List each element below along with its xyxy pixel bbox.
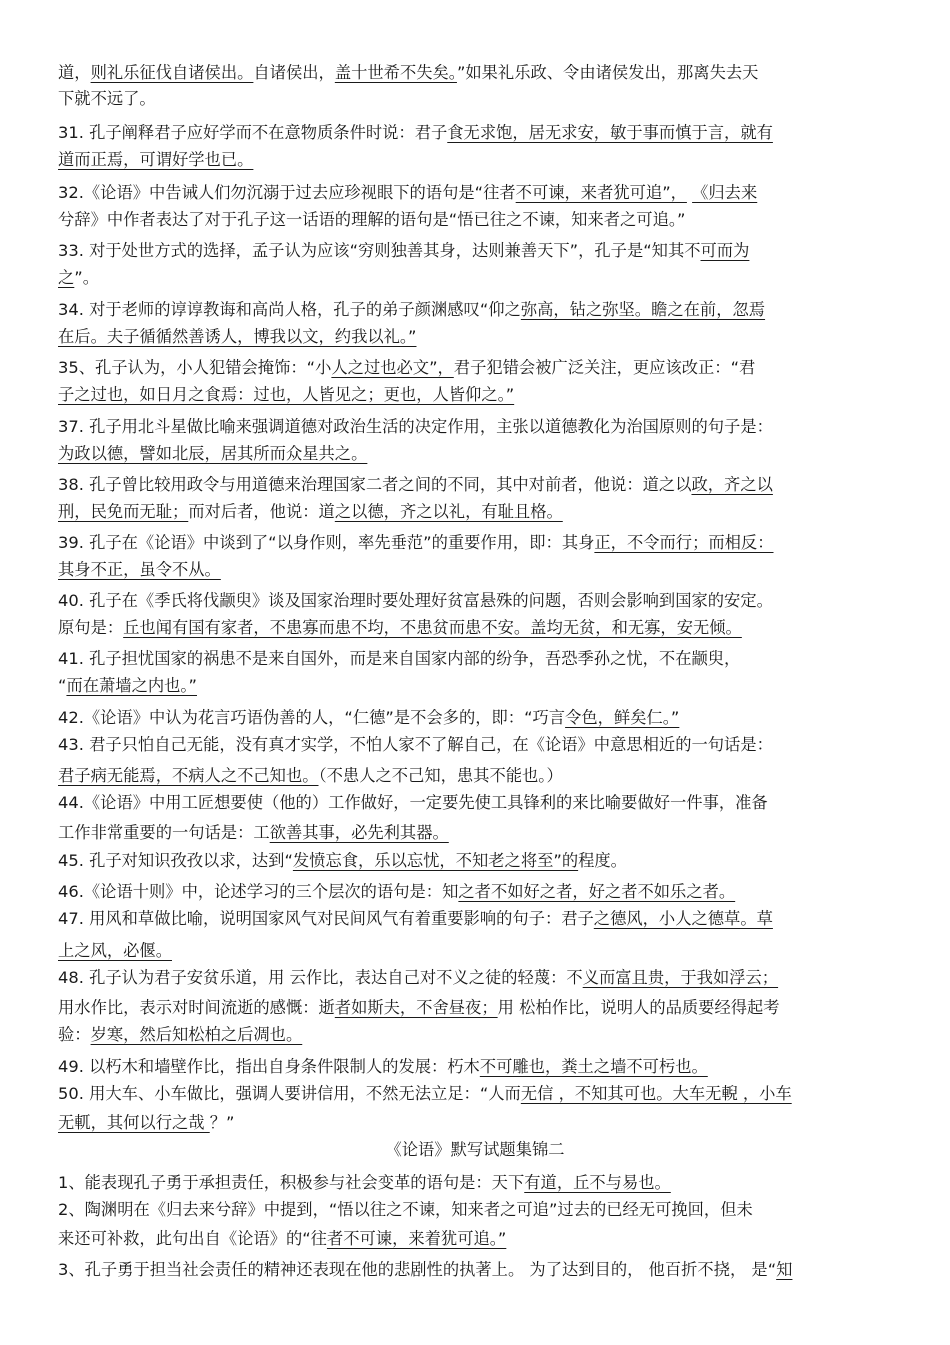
- prompt-text: 44.《论语》中用工匠想要使（他的）工作做好，一定要先使工具锋利的来比喻要做好一件事，准备: [58, 793, 768, 812]
- prompt-text: 34. 对于老师的谆谆教诲和高尚人格，孔子的弟子颜渊感叹“仰之: [58, 300, 521, 319]
- prompt-text: 43. 君子只怕自己无能，没有真才实学，不怕人家不了解自己，在《论语》中意思相近的一句话是：: [58, 735, 773, 754]
- text-line: [58, 355, 898, 381]
- text-line: [58, 732, 898, 758]
- text-line: [58, 1022, 898, 1048]
- text-line: [58, 414, 898, 440]
- answer-text: 不可雕也，粪土之墙不可杇也。: [479, 1057, 708, 1076]
- prompt-text: 道，: [58, 63, 91, 82]
- answer-text: 知: [776, 1260, 793, 1279]
- text-line: [58, 120, 898, 146]
- text-line: [58, 60, 898, 86]
- answer-text: 则礼乐征伐自诸侯出。: [90, 63, 254, 82]
- prompt-text: 49. 以朽木和墙壁作比，指出自身条件限制人的发展：朽木: [58, 1057, 480, 1076]
- prompt-text: 35、孔子认为，小人犯错会掩饰：“小: [58, 358, 332, 377]
- answer-text: 无信 ，不知其可也。大车无輗 ，小车: [520, 1084, 792, 1103]
- text-line: [58, 1054, 898, 1080]
- prompt-text: 47. 用风和草做比喻，说明国家风气对民间风气有着重要影响的句子：君子: [58, 909, 594, 928]
- prompt-text: 原句是：: [58, 618, 124, 637]
- prompt-text: 42.《论语》中认为花言巧语伪善的人，“仁德”是不会多的，即：“巧言: [58, 708, 566, 727]
- prompt-text: 用 松柏作比，说明人的品质要经得起考: [497, 998, 780, 1017]
- prompt-text: 《论语》默写试题集锦二: [385, 1140, 565, 1159]
- prompt-text: 32.《论语》中告诫人们勿沉溺于过去应珍视眼下的语句是“往者: [58, 183, 516, 202]
- answer-text: 为政以德，譬如北辰，居其所而众星共之。: [58, 444, 368, 463]
- answer-text: 之者不如好之者，好之者不如乐之者。: [458, 882, 736, 901]
- prompt-text: 48. 孔子认为君子安贫乐道，用 云作比，表达自己对不义之徒的轻蔑：不: [58, 968, 583, 987]
- answer-text: 者不可谏，来着犹可追。”: [326, 1229, 507, 1248]
- answer-text: 欲善其事，必先利其器。: [269, 823, 449, 842]
- text-line: [58, 297, 898, 323]
- prompt-text: 1、能表现孔子勇于承担责任，积极参与社会变革的语句是：天下: [58, 1173, 525, 1192]
- prompt-text: 31. 孔子阐释君子应好学而不在意物质条件时说：君子: [58, 123, 448, 142]
- text-line: [58, 763, 898, 789]
- prompt-text: 程度。: [578, 851, 627, 870]
- prompt-text: 验：: [58, 1025, 91, 1044]
- text-line: [58, 1081, 898, 1107]
- prompt-text: ”。: [74, 268, 100, 287]
- answer-text: 政，齐之以: [691, 475, 773, 494]
- prompt-text: 40. 孔子在《季氏将伐颛臾》谈及国家治理时要处理好贫富悬殊的问题，否则会影响到国家的安定。: [58, 591, 773, 610]
- text-line: [58, 938, 898, 964]
- prompt-text: 41. 孔子担忧国家的祸患不是来自国外，而是来自国家内部的纷争，吾恐季孙之忧，不在颛臾，: [58, 649, 741, 668]
- prompt-text: 而对后者，他说：道: [188, 502, 335, 521]
- text-line: [58, 673, 898, 699]
- answer-text: 而在萧墙之内也。”: [66, 676, 197, 695]
- section-heading: [0, 1137, 950, 1163]
- answer-text: 上之风，必偃。: [58, 941, 172, 960]
- prompt-text: 2、陶渊明在《归去来兮辞》中提到，“悟以往之不谏，知来者之可追”过去的已经无可挽回，但未: [58, 1200, 753, 1219]
- answer-text: 子之过也，如日月之食焉：过也，人皆见之；更也，人皆仰之。”: [58, 385, 515, 404]
- text-line: [58, 382, 898, 408]
- prompt-text: 50. 用大车、小车做比，强调人要讲信用，不然无法立足：“人而: [58, 1084, 521, 1103]
- prompt-text: 38. 孔子曾比较用政令与用道德来治理国家二者之间的不同，其中对前者，他说：道之以: [58, 475, 692, 494]
- prompt-text: 兮辞》中作者表达了对于孔子这一话语的理解的语句是“悟已往之不谏，知来者之可追。”: [58, 210, 686, 229]
- text-line: [58, 557, 898, 583]
- prompt-text: ”如果礼乐政、令由诸侯发出，那离失去天: [456, 63, 759, 82]
- prompt-text: 39. 孔子在《论语》中谈到了“以身作则，率先垂范”的重要作用，即：其身: [58, 533, 595, 552]
- text-line: [58, 646, 898, 672]
- answer-text: 者如斯夫，不舍昼夜；: [334, 998, 498, 1017]
- answer-text: 其身不正，虽令不从。: [58, 560, 221, 579]
- text-line: [58, 86, 898, 112]
- answer-text: 可而为: [700, 241, 750, 260]
- answer-text: 不可谏，来者犹可追”，: [515, 183, 687, 202]
- answer-text: 无軏，其何以行之哉: [58, 1113, 210, 1132]
- answer-text: 《归去来: [692, 183, 758, 202]
- prompt-text: ？”: [209, 1113, 235, 1132]
- text-line: [58, 848, 898, 874]
- text-line: [58, 180, 898, 206]
- prompt-text: 工作非常重要的一句话是：工: [58, 823, 270, 842]
- text-line: [58, 499, 898, 525]
- text-line: [58, 615, 898, 641]
- text-line: [58, 1197, 898, 1223]
- answer-text: 道而正焉，可谓好学也已。: [58, 150, 254, 169]
- text-line: [58, 965, 898, 991]
- text-line: [58, 265, 898, 291]
- prompt-text: （不患人之不己知，患其不能也。）: [318, 766, 563, 785]
- answer-text: 义而富且贵，于我如浮云；: [582, 968, 779, 987]
- prompt-text: 用水作比，表示对时间流逝的感慨：逝: [58, 998, 335, 1017]
- text-line: [58, 1170, 898, 1196]
- answer-text: 令色，鲜矣仁。”: [565, 708, 680, 727]
- text-line: [58, 324, 898, 350]
- text-line: [58, 820, 898, 846]
- answer-text: 食无求饱，居无求安，敏于事而慎于言，就有: [447, 123, 773, 142]
- text-line: [58, 238, 898, 264]
- text-line: [58, 472, 898, 498]
- text-line: [58, 147, 898, 173]
- answer-text: 之: [58, 268, 75, 287]
- prompt-text: 33. 对于处世方式的选择，孟子认为应该“穷则独善其身，达则兼善天下”，孔子是“知其不: [58, 241, 701, 260]
- text-line: [58, 1110, 898, 1136]
- answer-text: 君子病无能焉，不病人之不己知也。: [58, 766, 319, 785]
- text-line: [58, 790, 898, 816]
- answer-text: 人之过也必文”，: [331, 358, 454, 377]
- prompt-text: 来还可补救，此句出自《论语》的“往: [58, 1229, 327, 1248]
- text-line: [58, 1257, 898, 1283]
- answer-text: 之德风，小人之德草。草: [593, 909, 773, 928]
- text-line: [58, 530, 898, 556]
- prompt-text: 自诸侯出，: [253, 63, 335, 82]
- text-line: [58, 879, 898, 905]
- answer-text: 在后。夫子循循然善诱人，博我以文，约我以礼。”: [58, 327, 417, 346]
- prompt-text: 下就不远了。: [58, 89, 156, 108]
- prompt-text: 45. 孔子对知识孜孜以求，达到“: [58, 851, 293, 870]
- answer-text: 盖十世希不失矣。: [334, 63, 457, 82]
- answer-text: 正，不令而行；而相反：: [594, 533, 774, 552]
- prompt-text: 37. 孔子用北斗星做比喻来强调道德对政治生活的决定作用，主张以道德教化为治国原则的句子是：: [58, 417, 773, 436]
- answer-text: 之以德，齐之以礼，有耻且格。: [334, 502, 563, 521]
- prompt-text: “: [58, 676, 67, 695]
- prompt-text: 46.《论语十则》中，论述学习的三个层次的语句是：知: [58, 882, 459, 901]
- text-line: [58, 207, 898, 233]
- text-line: [58, 588, 898, 614]
- answer-text: 刑，民免而无耻；: [58, 502, 189, 521]
- prompt-text: 君子犯错会被广泛关注，更应该改正：“君: [453, 358, 756, 377]
- text-line: [58, 705, 898, 731]
- prompt-text: 3、孔子勇于担当社会责任的精神还表现在他的悲剧性的执著上。 为了达到目的， 他百折不挠， 是“: [58, 1260, 777, 1279]
- answer-text: 丘也闻有国有家者，不患寡而患不均，不患贫而患不安。盖均无贫，和无寡，安无倾。: [123, 618, 742, 637]
- text-line: [58, 1226, 898, 1252]
- answer-text: 发愤忘食，乐以忘忧，不知老之将至”的: [292, 851, 579, 870]
- text-line: [58, 995, 898, 1021]
- answer-text: 岁寒，然后知松柏之后凋也。: [90, 1025, 303, 1044]
- answer-text: 弥高，钻之弥坚。瞻之在前，忽焉: [520, 300, 766, 319]
- text-line: [58, 906, 898, 932]
- answer-text: 有道，丘不与易也。: [524, 1173, 671, 1192]
- text-line: [58, 441, 898, 467]
